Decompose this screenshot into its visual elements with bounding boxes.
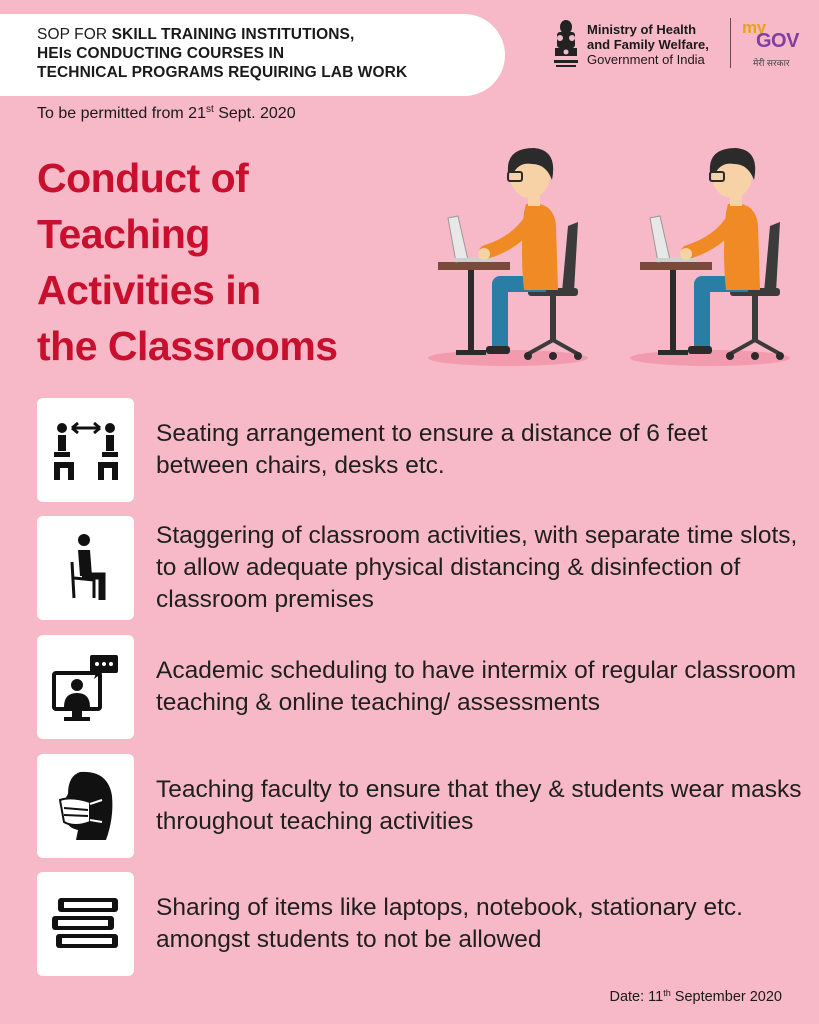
list-item — [37, 398, 797, 502]
item-text: Teaching faculty to ensure that they & students wear masks throughout teaching activities — [156, 776, 802, 835]
ministry-logo-block — [552, 14, 802, 76]
mygov-logo — [742, 18, 802, 72]
permitted-date: To be permitted from 21st Sept. 2020 — [37, 104, 296, 122]
sop-banner — [0, 14, 505, 96]
students-at-desks-illustration — [428, 142, 798, 374]
logo-divider — [730, 18, 731, 68]
sop-title-line1 — [37, 25, 354, 44]
icon-card — [37, 635, 134, 739]
icon-card — [37, 872, 134, 976]
list-item — [37, 635, 797, 739]
books-icon — [50, 888, 122, 960]
mygov-gov: GOV — [756, 30, 799, 52]
seated-person-icon — [50, 532, 122, 604]
item-text: Academic scheduling to have intermix of regular classroom teaching & online teaching/ assessments — [156, 657, 797, 716]
icon-card — [37, 398, 134, 502]
publish-date: Date: 11th September 2020 — [609, 988, 782, 1005]
national-emblem-icon — [552, 18, 580, 70]
mygov-my: my — [742, 18, 766, 37]
list-item — [37, 872, 797, 976]
face-mask-icon — [50, 770, 122, 842]
list-item — [37, 754, 802, 858]
icon-card — [37, 754, 134, 858]
ministry-line3: Government of India — [587, 52, 705, 67]
item-text: Staggering of classroom activities, with separate time slots, to allow adequate physical distancing & disinfection of classroom premises — [156, 522, 798, 613]
seating-distance-icon — [50, 414, 122, 486]
ministry-line1: Ministry of Health — [587, 22, 697, 37]
online-teaching-icon — [50, 651, 122, 723]
page-title: Conduct of Teaching Activities in the Classrooms — [37, 155, 338, 369]
ministry-text — [587, 22, 709, 67]
sop-title-line3: TECHNICAL PROGRAMS REQUIRING LAB WORK — [37, 64, 408, 81]
list-item — [37, 516, 797, 620]
ministry-line2: and Family Welfare, — [587, 37, 709, 52]
mygov-hindi: मेरी सरकार — [753, 58, 790, 68]
item-text: Seating arrangement to ensure a distance of 6 feet between chairs, desks etc. — [156, 420, 708, 479]
sop-title-bold: SKILL TRAINING INSTITUTIONS, — [111, 26, 355, 43]
icon-card — [37, 516, 134, 620]
sop-prefix: SOP FOR — [37, 26, 108, 43]
sop-title-line2: HEIs CONDUCTING COURSES IN — [37, 45, 285, 62]
item-text: Sharing of items like laptops, notebook, stationary etc. amongst students to not be allowed — [156, 894, 743, 953]
